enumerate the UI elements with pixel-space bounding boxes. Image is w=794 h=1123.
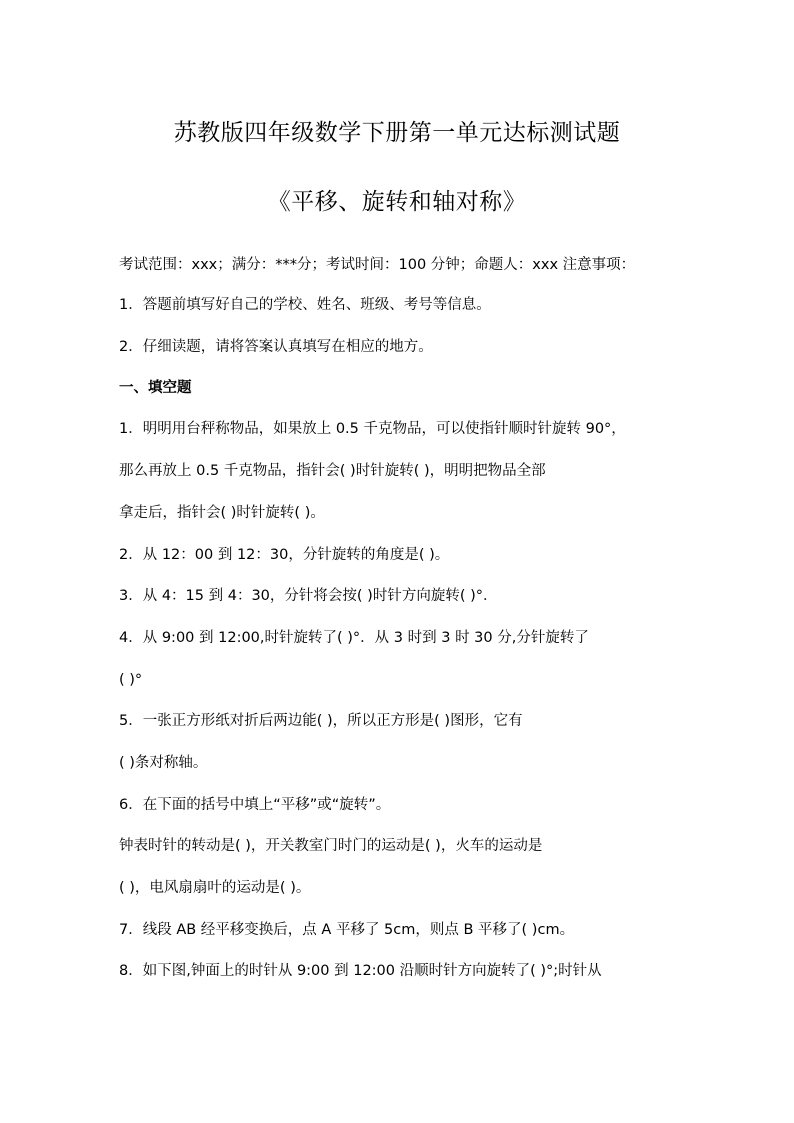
question-line: 钟表时针的转动是( )，开关教室门时门的运动是( )，火车的运动是: [119, 838, 543, 854]
exam-info-line: 考试范围：xxx；满分：***分；考试时间：100 分钟；命题人：xxx 注意事项：: [119, 257, 636, 273]
question-line: 那么再放上 0.5 千克物品，指针会( )时针旋转( )，明明把物品全部: [119, 463, 546, 479]
instruction-1: 1．答题前填写好自己的学校、姓名、班级、考号等信息。: [119, 297, 491, 313]
question-line: 2．从 12：00 到 12：30，分针旋转的角度是( )。: [119, 547, 450, 563]
question-line: 4．从 9:00 到 12:00,时针旋转了( )°．从 3 时到 3 时 30 分,分针旋转了: [119, 630, 589, 646]
question-line: ( )，电风扇扇叶的运动是( )。: [119, 880, 311, 896]
question-line: 1．明明用台秤称物品，如果放上 0.5 千克物品，可以使指针顺时针旋转 90°，: [119, 421, 626, 437]
instruction-2: 2．仔细读题，请将答案认真填写在相应的地方。: [119, 339, 433, 355]
question-line: 8．如下图,钟面上的时针从 9:00 到 12:00 沿顺时针方向旋转了( )°;时针从: [119, 963, 602, 979]
question-line: 拿走后，指针会( )时针旋转( )。: [119, 505, 325, 521]
question-line: 7．线段 AB 经平移变换后，点 A 平移了 5cm，则点 B 平移了( )cm。: [119, 922, 575, 938]
document-title: 苏教版四年级数学下册第一单元达标测试题: [173, 120, 621, 146]
section-heading: 一、填空题: [119, 380, 192, 396]
question-line: ( )°: [119, 672, 143, 688]
question-line: 3．从 4：15 到 4：30，分针将会按( )时针方向旋转( )°．: [119, 588, 498, 604]
document-subtitle: 《平移、旋转和轴对称》: [267, 189, 527, 215]
question-line: 5．一张正方形纸对折后两边能( )，所以正方形是( )图形，它有: [119, 713, 523, 729]
question-line: ( )条对称轴。: [119, 755, 208, 771]
question-line: 6．在下面的括号中填上“平移”或“旋转”。: [119, 797, 391, 813]
